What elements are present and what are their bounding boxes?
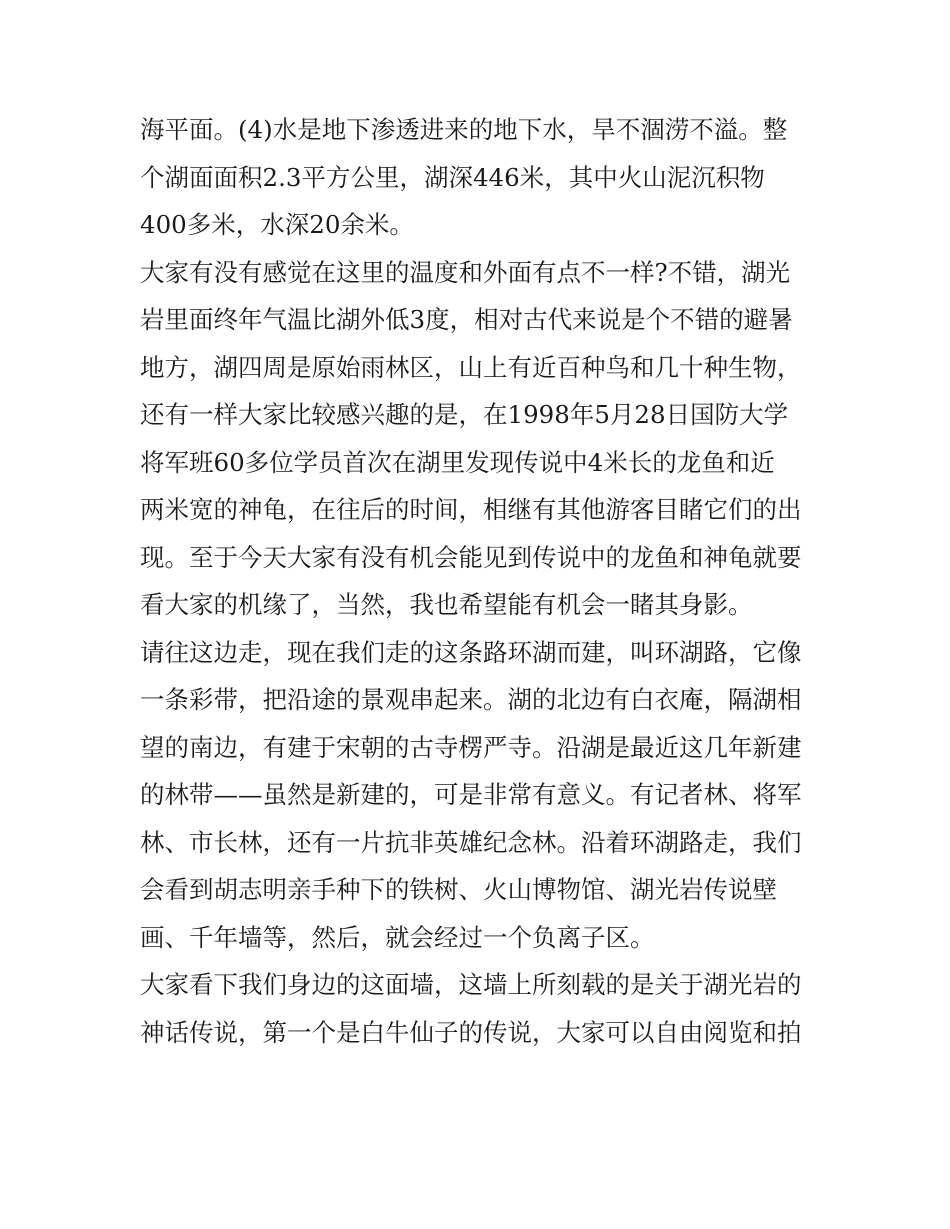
text-line: 神话传说，第一个是白牛仙子的传说，大家可以自由阅览和拍 xyxy=(140,1017,802,1047)
text-line: 现。至于今天大家有没有机会能见到传说中的龙鱼和神龟就要 xyxy=(140,542,802,572)
body-text xyxy=(140,106,830,1056)
text-line: 大家看下我们身边的这面墙，这墙上所刻载的是关于湖光岩的 xyxy=(140,970,802,999)
text-line: 一条彩带，把沿途的景观串起来。湖的北边有白衣庵，隔湖相 xyxy=(140,685,802,714)
text-line: 请往这边走，现在我们走的这条路环湖而建，叫环湖路，它像 xyxy=(140,637,802,667)
text-line: 地方，湖四周是原始雨林区，山上有近百种鸟和几十种生物， xyxy=(140,352,802,382)
text-line: 大家有没有感觉在这里的温度和外面有点不一样?不错，湖光 xyxy=(140,257,791,287)
text-line: 会看到胡志明亲手种下的铁树、火山博物馆、湖光岩传说壁 xyxy=(140,875,777,904)
text-line: 林、市长林，还有一片抗非英雄纪念林。沿着环湖路走，我们 xyxy=(140,827,802,857)
text-line: 海平面。(4)水是地下渗透进来的地下水，旱不涸涝不溢。整 xyxy=(140,115,788,144)
text-line: 将军班60多位学员首次在湖里发现传说中4米长的龙鱼和近 xyxy=(140,447,775,477)
text-line: 的林带——虽然是新建的，可是非常有意义。有记者林、将军 xyxy=(140,780,802,809)
text-line: 还有一样大家比较感兴趣的是，在1998年5月28日国防大学 xyxy=(140,400,789,429)
text-line: 画、千年墙等，然后，就会经过一个负离子区。 xyxy=(140,922,655,952)
text-line: 个湖面面积2.3平方公里，湖深446米，其中火山泥沉积物 xyxy=(140,162,765,192)
text-line: 岩里面终年气温比湖外低3度，相对古代来说是个不错的避暑 xyxy=(140,305,793,334)
text-line: 望的南边，有建于宋朝的古寺楞严寺。沿湖是最近这几年新建 xyxy=(140,732,802,762)
text-line: 两米宽的神龟，在往后的时间，相继有其他游客目睹它们的出 xyxy=(140,495,802,524)
text-line: 400多米，水深20余米。 xyxy=(140,210,414,239)
text-line: 看大家的机缘了，当然，我也希望能有机会一睹其身影。 xyxy=(140,590,753,619)
